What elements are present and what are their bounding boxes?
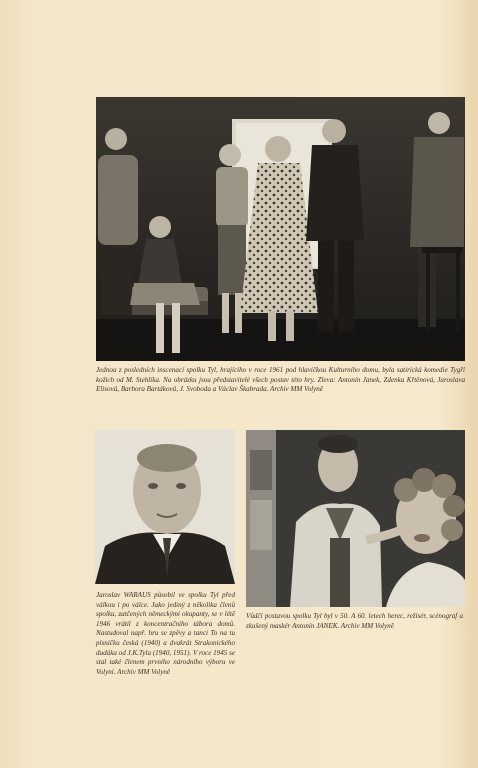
theater-scene-photo — [96, 97, 465, 361]
theater-scene-caption: Jednou z posledních inscenací spolku Tyl, hrajícího v roce 1961 pod hlavičkou Kulturního domu, byla satirická komedie Tygří kožich od M. Stehlíka. Na obrázku jsou představitelé všech postav této hry. Zleva: Antonín Janek, Zdenka Křtěnová, Jaroslava Elisová, Barbora Bartáková, J. Svoboda a Václav Škabrada. Archiv MM Volyně — [96, 366, 465, 394]
makeup-scene-caption: Vůdčí postavou spolku Tyl byl v 50. A 60. letech herec, režisér, scénograf a zkušený maskér Antonín JANEK. Archiv MM Volyně — [246, 612, 463, 630]
portrait-waraus-caption: Jaroslav WARAUS působil ve spolku Tyl před válkou i po válce. Jako jediný z několika členů spolku, zatčených německými okupanty, se v létě 1946 vrátil z koncentračního tábora domů. Nastudoval např. hru se zpěvy a tanci To na tu písničku česká (1940) a dvakrát Strakonického dudáka od J.K.Tyla (1940, 1951). V roce 1945 se stal také členem prvního národního výboru ve Volyni. Archiv MM Volyně — [96, 591, 235, 676]
portrait-waraus-photo — [95, 430, 235, 584]
makeup-scene-photo — [246, 430, 465, 607]
